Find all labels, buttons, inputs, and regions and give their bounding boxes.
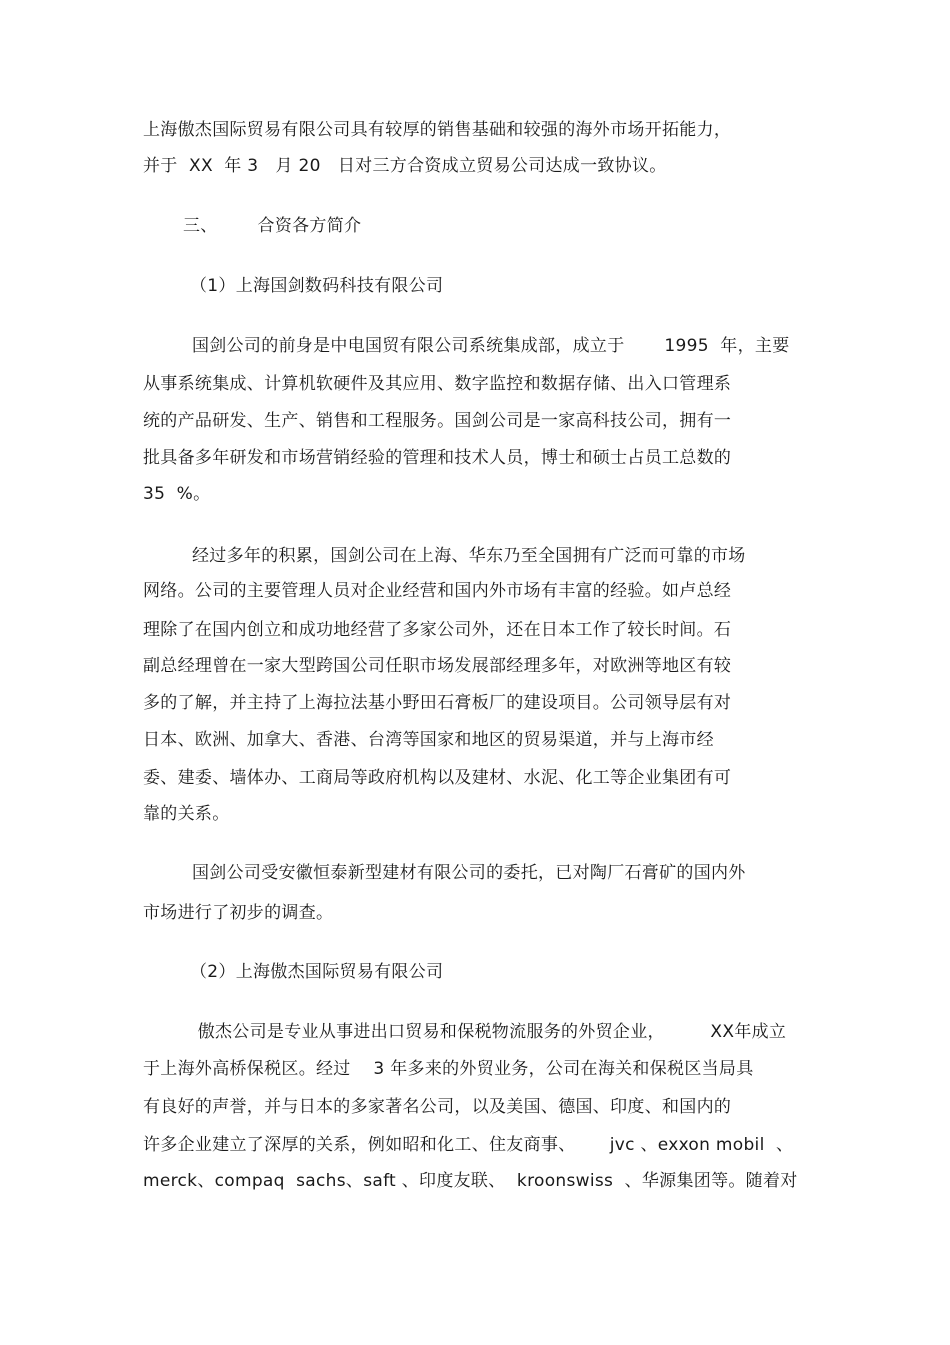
company-1-para-2-line: 日本、欧洲、加拿大、香港、台湾等国家和地区的贸易渠道，并与上海市经: [143, 730, 714, 750]
company-2-title: （2）上海傲杰国际贸易有限公司: [190, 962, 444, 982]
intro-line-1: 上海傲杰国际贸易有限公司具有较厚的销售基础和较强的海外市场开拓能力，: [143, 120, 732, 140]
section-heading: 三、 合资各方简介: [183, 216, 362, 236]
company-2-para-1-line: 许多企业建立了深厚的关系，例如昭和化工、住友商事、 jvc 、exxon mobil 、: [143, 1135, 794, 1155]
company-2-para-1-line: merck、compaq sachs、saft 、印度友联、 kroonswiss 、华源集团等。随着对: [143, 1171, 798, 1191]
company-1-para-2-line: 理除了在国内创立和成功地经营了多家公司外，还在日本工作了较长时间。石: [143, 620, 732, 640]
company-1-para-2-line: 经过多年的积累，国剑公司在上海、华东乃至全国拥有广泛而可靠的市场: [192, 546, 746, 566]
company-1-title: （1）上海国剑数码科技有限公司: [190, 276, 444, 296]
company-2-para-1-line: 傲杰公司是专业从事进出口贸易和保税物流服务的外贸企业， XX年成立: [192, 1022, 787, 1042]
company-1-para-3-line: 市场进行了初步的调查。: [143, 903, 334, 923]
company-1-para-1-line: 35 %。: [143, 484, 211, 504]
company-1-para-2-line: 委、建委、墙体办、工商局等政府机构以及建材、水泥、化工等企业集团有可: [143, 768, 732, 788]
company-1-para-2-line: 多的了解，并主持了上海拉法基小野田石膏板厂的建设项目。公司领导层有对: [143, 693, 732, 713]
company-1-para-1-line: 国剑公司的前身是中电国贸有限公司系统集成部，成立于 1995 年，主要: [192, 336, 790, 356]
company-1-para-2-line: 网络。公司的主要管理人员对企业经营和国内外市场有丰富的经验。如卢总经: [143, 581, 732, 601]
company-1-para-2-line: 副总经理曾在一家大型跨国公司任职市场发展部经理多年，对欧洲等地区有较: [143, 656, 732, 676]
company-1-para-3-line: 国剑公司受安徽恒泰新型建材有限公司的委托，已对陶厂石膏矿的国内外: [192, 863, 746, 883]
company-1-para-1-line: 从事系统集成、计算机软硬件及其应用、数字监控和数据存储、出入口管理系: [143, 374, 732, 394]
company-2-para-1-line: 有良好的声誉，并与日本的多家著名公司，以及美国、德国、印度、和国内的: [143, 1097, 732, 1117]
company-1-para-1-line: 统的产品研发、生产、销售和工程服务。国剑公司是一家高科技公司，拥有一: [143, 411, 732, 431]
company-1-para-2-line: 靠的关系。: [143, 804, 230, 824]
company-2-para-1-line: 于上海外高桥保税区。经过 3 年多来的外贸业务，公司在海关和保税区当局具: [143, 1059, 754, 1079]
intro-line-2: 并于 XX 年 3 月 20 日对三方合资成立贸易公司达成一致协议。: [143, 156, 667, 176]
company-1-para-1-line: 批具备多年研发和市场营销经验的管理和技术人员，博士和硕士占员工总数的: [143, 448, 732, 468]
